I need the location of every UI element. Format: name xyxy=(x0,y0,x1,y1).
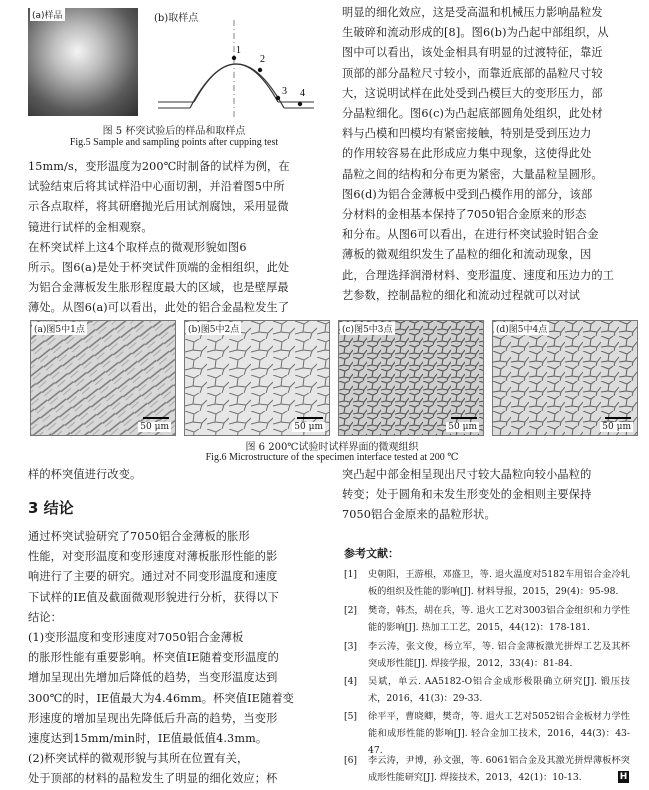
text-line: 处于顶部的材料的晶粒发生了明显的细化效应；杯 xyxy=(28,772,278,786)
text-line: 艺参数，控制晶粒的细化和流动过程就可以对试 xyxy=(342,288,581,302)
text-line: 所示。图6(a)是处于杯突试件顶端的金相组织，此处 xyxy=(28,261,290,275)
figure5-caption-en: Fig.5 Sample and sampling points after cupping test xyxy=(69,137,279,148)
text-line: 生破碎和流动形成的[8]。图6(b)为凸起中部组织，从 xyxy=(342,26,609,40)
figure5-panel-b-label: (b)取样点 xyxy=(154,13,199,24)
figure6-panel-c xyxy=(338,320,484,436)
text-line: 增加呈现出先增加后降低的趋势，当变形温度达到 xyxy=(28,671,278,685)
point-label-3: 3 xyxy=(282,86,287,97)
sampling-point-3 xyxy=(276,96,280,100)
sampling-point-1 xyxy=(232,56,236,60)
reference-text: 吴斌，单云. AA5182-O铝合金成形极限确立研究[J]. 锻压技术，2016，41(3)：29-33. xyxy=(368,676,630,704)
panel-b-scale: 50 μm xyxy=(294,422,323,432)
panel-c-scale: 50 μm xyxy=(448,422,477,432)
reference-item xyxy=(344,638,636,672)
text-line: 下试样的IE值及截面微观形貌进行分析，获得以下 xyxy=(28,590,279,604)
reference-number: [6] xyxy=(344,755,358,766)
text-line: 和分布。从图6可以看出，在进行杯突试验时铝合金 xyxy=(342,228,599,242)
figure6-panel-d xyxy=(492,320,638,436)
text-line: 在杯突试样上这4个取样点的微观形貌如图6 xyxy=(28,240,247,254)
text-line: 结论： xyxy=(28,610,63,624)
text-line: 分晶粒细化。图6(c)为凸起底部圆角处组织，此处材 xyxy=(342,107,603,121)
right-column-bottom-text xyxy=(342,465,636,526)
reference-text: 樊奇，韩杰，胡在兵，等. 退火工艺对3003铝合金组织和力学性能的影响[J]. 热加工工艺，2015，44(12)：178-181. xyxy=(368,605,630,633)
sampling-point-4 xyxy=(298,102,302,106)
reference-item xyxy=(344,673,636,707)
text-line: 示各点取样，将其研磨抛光后用试剂腐蚀，采用显微 xyxy=(28,200,289,214)
text-line: 7050铝合金原来的晶粒形状。 xyxy=(342,508,496,522)
text-line: 为铝合金薄板发生胀形程度最大的区域，也是壁厚最 xyxy=(28,281,289,295)
text-line: 薄处。从图6(a)可以看出，此处的铝合金晶粒发生了 xyxy=(28,301,290,315)
sampling-point-2 xyxy=(258,68,262,72)
left-column-top-text xyxy=(28,157,320,319)
figure5-sampling-diagram xyxy=(150,20,320,120)
conclusion-text xyxy=(28,527,320,790)
text-line: (1)变形温度和变形速度对7050铝合金薄板 xyxy=(28,631,244,645)
text-line: 响进行了主要的研究。通过对不同变形温度和速度 xyxy=(28,570,278,584)
reference-number: [4] xyxy=(344,676,358,687)
reference-item xyxy=(344,752,636,786)
right-column-top-text xyxy=(342,3,636,306)
text-line: 图中可以看出，该处金相具有明显的过渡特征，靠近 xyxy=(342,46,603,60)
section-title: 3 结论 xyxy=(28,499,74,517)
text-line: 速度达到15mm/min时，IE值最低值4.3mm。 xyxy=(28,732,268,746)
text-line: 晶粒之间的结构和分布更为紧密，大量晶粒呈圆形。 xyxy=(342,167,603,181)
left-column-continuation: 样的杯突值进行改变。 xyxy=(28,468,142,481)
figure5-panel-a-label: (a)样品 xyxy=(30,8,65,21)
reference-text: 徐平平，曹晓卿，樊奇，等. 退火工艺对5052铝合金板材力学性能和成形性能的影响[J]. 轻合金加工技术，2016，44(3)：43-47. xyxy=(368,711,630,756)
text-line: 形速度的增加呈现出先降低后升高的趋势，当变形 xyxy=(28,711,278,725)
text-line: 通过杯突试验研究了7050铝合金薄板的胀形 xyxy=(28,530,250,543)
text-line: 突凸起中部金相呈现出尺寸较大晶粒向较小晶粒的 xyxy=(342,468,592,481)
text-line: 15mm/s，变形温度为200℃时制备的试样为例，在 xyxy=(28,160,290,173)
figure6-panel-a xyxy=(30,320,176,436)
reference-number: [3] xyxy=(344,641,358,652)
scale-bar xyxy=(143,417,169,419)
reference-item xyxy=(344,708,636,756)
panel-c-label: (c)图5中3点 xyxy=(340,322,395,335)
references-heading: 参考文献： xyxy=(344,547,399,560)
scale-bar xyxy=(451,417,477,419)
panel-a-scale: 50 μm xyxy=(140,422,169,432)
reference-number: [1] xyxy=(344,569,358,580)
text-line: 明显的细化效应，这是受高温和机械压力影响晶粒发 xyxy=(342,6,603,19)
figure5-caption-cn: 图 5 杯突试验后的样品和取样点 xyxy=(102,126,246,137)
reference-item xyxy=(344,566,636,600)
scale-bar xyxy=(297,417,323,419)
text-line: 顶部的部分晶粒尺寸较小，而靠近底部的晶粒尺寸较 xyxy=(342,66,603,80)
text-line: 图6(d)为铝合金薄板中受到凸模作用的部分，该部 xyxy=(342,187,593,201)
figure6-caption-en: Fig.6 Microstructure of the specimen interface tested at 200 ℃ xyxy=(205,452,459,463)
text-line: 薄板的微观组织发生了晶粒的细化和流动现象，因 xyxy=(342,248,592,262)
panel-d-scale: 50 μm xyxy=(602,422,631,432)
text-line: 试验结束后将其试样沿中心面切割，并沿着图5中所 xyxy=(28,180,285,194)
point-label-2: 2 xyxy=(260,54,265,65)
text-line: 的作用较容易在此形成应力集中现象，这使得此处 xyxy=(342,147,592,161)
end-mark-icon: H xyxy=(619,772,628,782)
reference-text: 李云涛，尹博，孙文强，等. 6061铝合金及其激光拼焊薄板杯突成形性能研究[J]. 焊接技术，2013，42(1)：10-13. xyxy=(368,755,630,783)
text-line: 此，合理选择润滑材料、变形温度、速度和压边力的工 xyxy=(342,268,615,282)
text-line: 料与凸模和凹模均有紧密接触，特别是受到压边力 xyxy=(342,127,592,141)
text-line: 的胀形性能有重要影响。杯突值IE随着变形温度的 xyxy=(28,651,279,665)
figure5-sample-photo xyxy=(28,8,138,116)
reference-number: [2] xyxy=(344,605,358,616)
text-line: 镜进行试样的金相观察。 xyxy=(28,220,153,234)
point-label-4: 4 xyxy=(300,88,305,99)
panel-a-label: (a)图5中1点 xyxy=(32,322,87,335)
reference-text: 史朝阳，王游根，邓盛卫，等. 退火温度对5182车用铝合金冷轧板的组织及性能的影响[J]. 材料导报，2015，29(4)：95-98. xyxy=(368,569,630,597)
figure6-panel-b xyxy=(184,320,330,436)
text-line: (2)杯突试样的微观形貌与其所在位置有关， xyxy=(28,752,249,766)
text-line: 300℃的时，IE值最大为4.46mm。杯突值IE随着变 xyxy=(28,691,294,705)
text-line: 性能，对变形温度和变形速度对薄板胀形性能的影 xyxy=(28,550,278,564)
reference-number: [5] xyxy=(344,711,358,722)
reference-text: 李云涛，张文俊，杨立军，等. 铝合金薄板激光拼焊工艺及其杯突成形性能[J]. 焊接学报，2012，33(4)：81-84. xyxy=(368,641,630,669)
panel-d-label: (d)图5中4点 xyxy=(494,322,549,335)
figure6-caption-cn: 图 6 200℃试验时试样界面的微观组织 xyxy=(245,442,419,453)
scale-bar xyxy=(605,417,631,419)
panel-b-label: (b)图5中2点 xyxy=(186,322,241,335)
point-label-1: 1 xyxy=(236,45,241,56)
text-line: 大，这说明试样在此处受到凸模巨大的变形压力，部 xyxy=(342,86,603,100)
text-line: 分材料的金相基本保持了7050铝合金原来的形态 xyxy=(342,208,587,222)
reference-item xyxy=(344,602,636,636)
text-line: 转变；处于圆角和未发生形变处的金相则主要保持 xyxy=(342,488,592,502)
